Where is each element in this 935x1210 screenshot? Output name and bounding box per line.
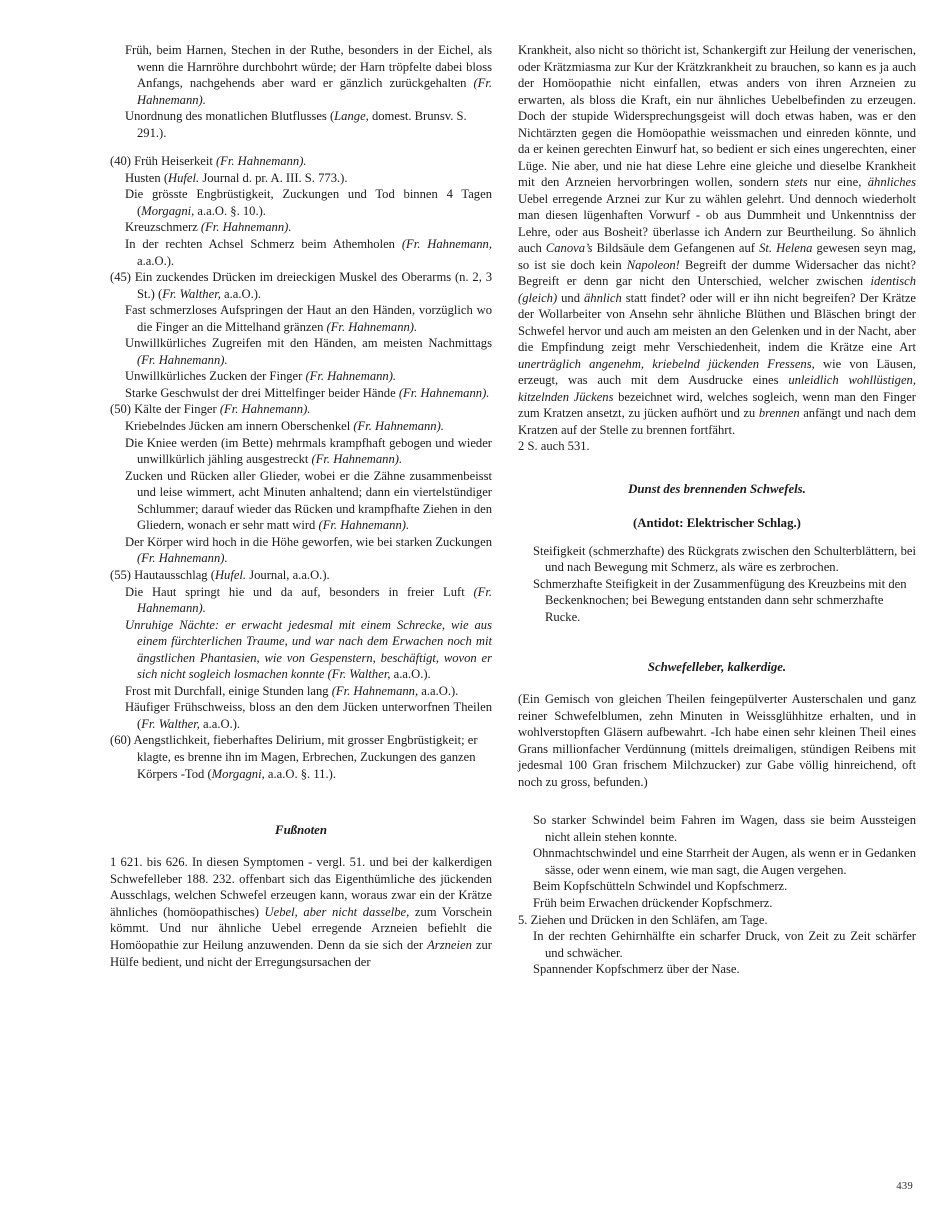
italic-run: unerträglich angenehm, kriebelnd jückenden Fressens, <box>518 356 815 371</box>
text-run: Die Haut springt hie und da auf, besonders in freier Luft <box>125 584 474 599</box>
symptom-entry <box>518 878 916 895</box>
symptom-entry <box>110 418 492 435</box>
symptom-entry <box>110 335 492 368</box>
text-run: domest. Brunsv. S. 291.). <box>137 109 467 140</box>
entry-number: (40) <box>110 154 135 169</box>
text-run: Bildsäule dem Gefangenen auf <box>592 241 760 255</box>
italic-run: Canova’s <box>545 241 593 255</box>
symptom-entry <box>110 368 492 385</box>
italic-run: ähnlich <box>584 290 622 305</box>
italic-run: Unruhige Nächte: er erwacht jedesmal mit einem Schrecke, wie aus einem fürchterlichen Traume, und war nach dem Erwachen noch mit ängstlichen Phantasien, wie von Gespenstern, beschäftigt, wovon er sich nicht sogleich losmachen konnte (Fr. Walther, <box>125 617 492 682</box>
footnote-reference-line: 2 S. auch 531. <box>518 439 590 453</box>
spacer <box>518 675 916 691</box>
italic-run: (Fr. Hahnemann). <box>215 154 307 169</box>
italic-run: (Fr. Hahnemann). <box>353 419 444 434</box>
text-run: Früh Heiserkeit <box>134 154 216 169</box>
italic-run: Fr. Walther, <box>162 286 221 301</box>
italic-run: (Fr. Hahnemann). <box>137 584 492 616</box>
text-run: Begreift der dumme Widersacher das nicht? Begreift er denn gar nicht den Unterschied, welcher zwischen <box>518 257 916 288</box>
symptom-entry <box>518 543 916 576</box>
italic-run: Morgagni, <box>141 203 195 218</box>
text-run: statt findet? oder will er ihn nicht begreifen? Der Krätze der Wollarbeiter von Ansehn sehr ähnliche Blüthen und Bläschen bringt der Schwefel hervor und auch am meisten an den Gelenken und in der Nacht, aber die Empfindung zeigt mehr Verschiedenheit, indem die Krätze eine Art <box>518 290 916 354</box>
symptom-entry <box>110 699 492 732</box>
text-run: Ziehen und Drücken in den Schläfen, am Tage. <box>530 912 768 927</box>
text-run: anfängt und nach dem Kratzen auf der Stelle zu brennen fortfährt. <box>518 406 917 437</box>
symptom-entry <box>110 385 492 402</box>
italic-run: (Fr. Hahnemann). <box>311 452 403 467</box>
entry-number: (50) <box>110 402 135 417</box>
text-run: Spannender Kopfschmerz über der Nase. <box>533 962 740 977</box>
italic-run: Morgagni, <box>211 766 265 781</box>
symptom-entry <box>110 732 492 782</box>
text-run: Steifigkeit (schmerzhafte) des Rückgrats zwischen den Schulterblättern, bei und nach Bewegung mit Schmerz, als wäre es zerbrochen. <box>533 543 916 575</box>
text-run: Unwillkürliches Zugreifen mit den Händen, am meisten Nachmittags <box>125 336 492 351</box>
text-run: a.a.O.). <box>220 286 262 301</box>
right-column <box>518 42 916 978</box>
italic-run: identisch (gleich) <box>518 274 916 305</box>
italic-run: Lange, <box>334 109 369 124</box>
text-run: Ein zuckendes Drücken im dreieckigen Muskel des Oberarms (n. 2, 3 St.) ( <box>134 270 492 301</box>
text-run: Krankheit, also nicht so thöricht ist, Schankergift zur Heilung der venerischen, oder Krätzmiasma zur Kur der Krätzkrankheit zu brauchen, so kann es ja auch der Homöopathie nicht einfallen, etwas anders von ihren Arzneien zu erwarten, als bloss die Kraft, ein nur ähnliches Uebelbefinden zu erzeugen. Doch der stupide Widersprechungsgeist will doch etwas haben, was er den Nichtärzten gegen die Homöopathie weissmachen und einreden könnte, und da er keinen gerechten Einwurf hat, so bedient er sich eines ungerechten, einer Lüge. Nie aber, und nie hat diese Lehre eine gleiche und dieselbe Krankheit mit den Arzneien hervorbringen wollen, sondern <box>518 43 916 189</box>
entry-number: (45) <box>110 270 135 285</box>
text-run: a.a.O. §. 11.). <box>264 766 336 781</box>
text-run: Schmerzhafte Steifigkeit in der Zusammenfügung des Kreuzbeins mit den Beckenknochen; bei Bewegung entstanden dann sehr schmerzhafte Rucke. <box>533 576 907 624</box>
italic-run: (Fr. Hahnemann, <box>401 237 492 252</box>
italic-run: ähnliches <box>867 175 916 189</box>
symptom-entry <box>518 845 916 878</box>
text-run: (Ein Gemisch von gleichen Theilen feingepülverter Austerschalen und ganz reiner Schwefelblumen, zehn Minuten in Weissglühhitze erhalten, und in wohlverstopften Gläsern aufbewahrt. -Ich habe einen sehr kleinen Theil eines Grans millionfacher Verdünnung (mittels dreimaligen, stündigen Reibens mit jedesmal 100 Gran frischem Milchzucker) zur Gabe völlig hinreichend, oft noch zu gross, befunden.) <box>518 692 916 789</box>
text-run: gewesen seyn mag, so ist sie doch kein <box>518 241 916 272</box>
symptom-entry <box>518 812 916 845</box>
spacer <box>518 531 916 543</box>
text-run: Kriebelndes Jücken am innern Oberschenkel <box>125 419 354 434</box>
symptom-entry <box>518 928 916 961</box>
italic-run: Hufel. <box>168 170 200 185</box>
italic-run: Fr. Walther, <box>141 716 200 731</box>
text-run: Fast schmerzloses Aufspringen der Haut an den Händen, vorzüglich wo die Finger an die Mittelhand gränzen <box>125 303 492 334</box>
spacer <box>518 455 916 481</box>
text-run: Uebel erregende Arznei zur Kur zu wählen gelehrt. Und dennoch wiederholt man diesen lügenhaften Vorwurf - ob aus Dummheit und Unkenntniss der Lehre, oder aus Bosheit? überlasse ich Andern zur Beurtheilung. So ähnlich auch <box>518 191 916 255</box>
italic-run: (Fr. Hahnemann). <box>326 319 418 334</box>
text-run: a.a.O.). <box>418 683 459 698</box>
spacer <box>110 141 492 153</box>
preparation-note <box>518 691 916 790</box>
italic-run: (Fr. Hahnemann). <box>137 352 228 367</box>
text-run: Journal, a.a.O.). <box>246 567 330 582</box>
text-run: Zucken und Rücken aller Glieder, wobei er die Zähne zusammenbeisst und leise wimmert, acht Minuten anhaltend; dann ein viertelstündiger Schlummer; darauf wieder das Rücken und krampfhafte Ziehen in den Gliedern, wonach er sehr matt wird <box>125 468 492 533</box>
symptom-entry <box>110 108 492 141</box>
italic-run: Arzneien <box>427 938 472 953</box>
text-run: In der rechten Achsel Schmerz beim Athemholen <box>125 237 402 252</box>
italic-run: (Fr. Hahnemann). <box>200 220 292 235</box>
symptom-entry <box>110 401 492 418</box>
text-run: nur eine, <box>807 175 868 189</box>
entry-number: (55) <box>110 567 135 582</box>
symptom-entry <box>110 567 492 584</box>
text-run: 1 621. bis 626. In diesen Symptomen - vergl. 51. und bei der kalkerdigen Schwefelleber 188. 232. offenbart sich das Eigenthümliche des jückenden Ausschlags, welchen Schwefel erzeugen kann, woraus zwar ein der Krätze ähnliches (homöopathisches) <box>110 855 492 919</box>
italic-run: Hufel. <box>214 567 247 582</box>
symptom-entry <box>110 468 492 534</box>
symptom-entry <box>110 302 492 335</box>
spacer <box>518 497 916 515</box>
text-run: Hautausschlag ( <box>134 567 215 582</box>
left-column <box>110 42 492 978</box>
symptom-entry <box>518 576 916 626</box>
italic-run: (Fr. Hahnemann, <box>331 683 419 698</box>
italic-run: (Fr. Hahnemann). <box>219 402 311 417</box>
symptom-entry <box>110 269 492 302</box>
italic-run: (Fr. Hahnemann). <box>318 518 410 533</box>
symptom-list-schwefelleber <box>518 812 916 977</box>
text-run: Ohnmachtschwindel und eine Starrheit der Augen, als wenn er in Gedanken sässe, oder wenn einem, wie man sagt, die Augen vergehen. <box>533 846 916 877</box>
entry-number: 5. <box>518 912 531 927</box>
section-title-schwefelleber: Schwefelleber, kalkerdige. <box>647 660 787 675</box>
antidote-note-dunst: (Antidot: Elektrischer Schlag.) <box>633 515 801 530</box>
symptom-list-dunst <box>518 543 916 626</box>
text-run: Kreuzschmerz <box>125 220 201 235</box>
symptom-entry <box>518 961 916 978</box>
symptom-entry <box>110 617 492 683</box>
spacer <box>110 782 492 822</box>
text-run: wie von Läusen, erzeugt, was auch mit dem Ausdrucke eines <box>518 356 916 387</box>
symptom-entry <box>110 435 492 468</box>
page-number: 439 <box>896 1181 913 1192</box>
text-run: Journal d. pr. A. III. S. 773.). <box>199 170 348 185</box>
footnotes-heading: Fußnoten <box>275 823 327 838</box>
symptom-entry <box>518 912 916 929</box>
text-run: bezeichnet wird, welches sogleich, wenn man den Finger zum Kratzen ansetzt, zu jücken aufhört und zu <box>518 389 917 420</box>
text-run: zur Hülfe bedient, und nicht der Erregungsursachen der <box>110 938 493 969</box>
symptom-entry <box>110 153 492 170</box>
text-run: Frost mit Durchfall, einige Stunden lang <box>125 683 332 698</box>
italic-run: (Fr. Hahnemann). <box>398 385 490 400</box>
text-run: Aengstlichkeit, fieberhaftes Delirium, mit grosser Engbrüstigkeit; er klagte, es brenne ihn im Magen, Erbrechen, Zuckungen des ganzen Körpers -Tod ( <box>133 733 478 781</box>
symptom-entry <box>110 683 492 700</box>
text-run: So starker Schwindel beim Fahren im Wagen, dass sie beim Aussteigen nicht allein stehen konnte. <box>533 813 916 844</box>
text-run: a.a.O.). <box>199 716 241 731</box>
italic-run: (Fr. Hahnemann). <box>137 551 228 566</box>
continued-entries-group <box>110 42 492 141</box>
symptom-entry <box>110 186 492 219</box>
italic-run: Uebel, aber nicht dasselbe, <box>264 904 410 919</box>
text-run: Häufiger Frühschweiss, bloss an den dem Jücken unterworfnen Theilen ( <box>125 700 492 731</box>
text-run: Unwillkürliches Zucken der Finger <box>125 369 306 384</box>
italic-run: St. Helena <box>759 241 813 255</box>
text-run: Die Kniee werden (im Bette) mehrmals krampfhaft gebogen und wieder unwillkürlich jähling ausgestreckt <box>125 435 492 467</box>
footnote-text <box>110 854 492 970</box>
entry-number: (60) <box>110 733 134 748</box>
symptom-list-left <box>110 153 492 782</box>
symptom-entry <box>110 170 492 187</box>
spacer <box>518 790 916 812</box>
text-run: Früh, beim Harnen, Stechen in der Ruthe, besonders in der Eichel, als wenn die Harnröhre durchbohrt würde; der Harn tröpfelte dabei bloss Anfangs, nachgehends aber ward er gänzlich zurückgehalten <box>125 43 492 91</box>
continued-prose <box>518 42 916 438</box>
italic-run: Napoleon! <box>626 257 680 272</box>
text-run: Der Körper wird hoch in die Höhe geworfen, wie bei starken Zuckungen <box>125 534 492 549</box>
italic-run: (Fr. Hahnemann). <box>137 76 492 107</box>
text-run: zum Vorschein kömmt. Und nur ähnliche Uebel erregende Arzneien befiehlt die Homöopathie zur Heilung anzuwenden. Denn da sie sich der <box>110 904 493 953</box>
italic-run: unleidlich wohllüstigen, kitzelnden Jückens <box>518 373 917 404</box>
two-column-layout <box>110 42 917 978</box>
text-run: Früh beim Erwachen drückender Kopfschmerz. <box>533 895 773 910</box>
text-run: Beim Kopfschütteln Schwindel und Kopfschmerz. <box>533 879 788 894</box>
symptom-entry <box>110 236 492 269</box>
symptom-entry <box>110 42 492 108</box>
text-run: a.a.O. §. 10.). <box>194 203 266 218</box>
text-run: Kälte der Finger <box>134 402 220 417</box>
spacer <box>110 838 492 854</box>
text-run: Unordnung des monatlichen Blutflusses ( <box>125 109 335 124</box>
spacer <box>518 625 916 659</box>
text-run: und <box>557 290 584 305</box>
text-run: Starke Geschwulst der drei Mittelfinger beider Hände <box>125 385 399 400</box>
italic-run: stets <box>785 175 808 189</box>
symptom-entry <box>110 534 492 567</box>
italic-run: brennen <box>758 406 800 420</box>
text-run: Husten ( <box>125 170 169 185</box>
text-run: a.a.O.). <box>390 667 431 682</box>
text-run: Die grösste Engbrüstigkeit, Zuckungen und Tod binnen 4 Tagen ( <box>125 187 492 218</box>
section-title-dunst: Dunst des brennenden Schwefels. <box>628 481 806 496</box>
text-run: a.a.O.). <box>137 253 175 268</box>
symptom-entry <box>110 219 492 236</box>
italic-run: (Fr. Hahnemann). <box>305 369 397 384</box>
symptom-entry <box>518 895 916 912</box>
symptom-entry <box>110 584 492 617</box>
text-run: In der rechten Gehirnhälfte ein scharfer Druck, von Zeit zu Zeit schärfer und schwächer. <box>533 929 916 960</box>
